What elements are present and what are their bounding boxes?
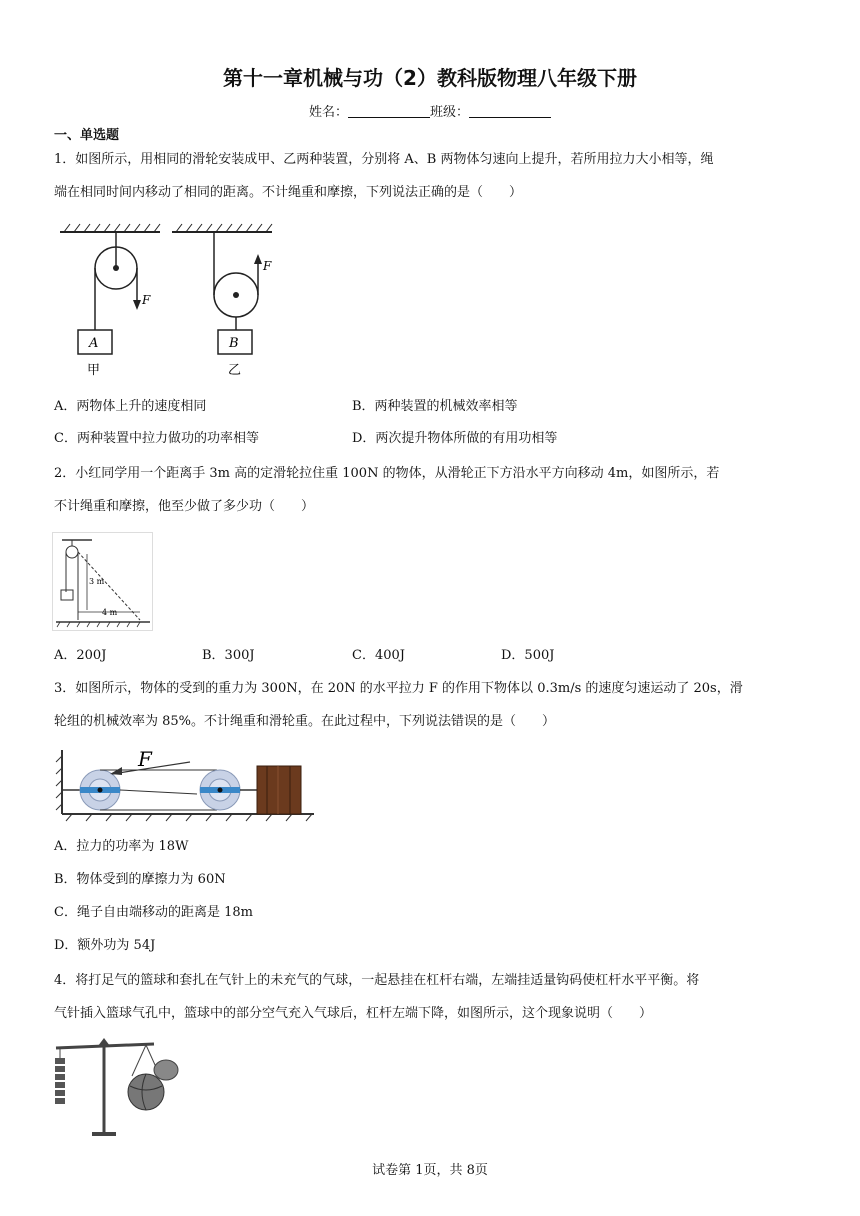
student-info-line [0, 101, 860, 120]
page-footer: 试卷第 1页，共 8页 [372, 1163, 488, 1178]
name-blank[interactable] [348, 105, 430, 118]
q3-option-d[interactable]: D．额外功为 54J [54, 938, 156, 953]
q1-force-label-1: F [142, 293, 151, 307]
q1-option-a[interactable]: A．两物体上升的速度相同 [54, 399, 207, 414]
q2-text-line2: 不计绳重和摩擦，他至少做了多少功（ ） [54, 499, 315, 514]
q1-yi-label: 乙 [228, 363, 242, 378]
page-title: 第十一章机械与功（2）教科版物理八年级下册 [223, 66, 637, 90]
q1-block-a-label: A [89, 336, 99, 351]
q3-text-line1: 3．如图所示，物体的受到的重力为 300N，在 20N 的水平拉力 F 的作用下物体以 0.3m/s 的速度匀速运动了 20s，滑 [54, 681, 743, 696]
class-blank[interactable] [469, 105, 551, 118]
q3-pulley-figure [52, 742, 320, 824]
class-label: 班级： [430, 105, 470, 120]
q1-option-d[interactable]: D．两次提升物体所做的有用功相等 [352, 431, 558, 446]
q2-text-line1: 2．小红同学用一个距离手 3m 高的定滑轮拉住重 100N 的物体，从滑轮正下方沿水平方向移动 4m，如图所示，若 [54, 466, 720, 481]
q3-force-label: F [138, 747, 152, 771]
q1-force-label-2: F [263, 259, 272, 273]
q2-option-c[interactable]: C．400J [352, 648, 405, 663]
q4-text-line1: 4．将打足气的篮球和套扎在气针上的未充气的气球，一起悬挂在杠杆右端，左端挂适量钩码使杠杆水平平衡。将 [54, 973, 700, 988]
q2-height-label: 3 m [89, 577, 105, 586]
q3-option-b[interactable]: B．物体受到的摩擦力为 60N [54, 872, 226, 887]
section-heading: 一、单选题 [54, 128, 120, 143]
name-label: 姓名： [308, 105, 348, 120]
q3-option-c[interactable]: C．绳子自由端移动的距离是 18m [54, 905, 253, 920]
q2-pulley-figure [52, 532, 154, 632]
q3-text-line2: 轮组的机械效率为 85%。不计绳重和滑轮重。在此过程中，下列说法错误的是（ ） [54, 714, 556, 729]
q1-text-line2: 端在相同时间内移动了相同的距离。不计绳重和摩擦，下列说法正确的是（ ） [54, 185, 523, 200]
q1-text-line1: 1．如图所示，用相同的滑轮安装成甲、乙两种装置，分别将 A、B 两物体匀速向上提升，若所用拉力大小相等，绳 [54, 152, 714, 167]
q1-block-b-label: B [229, 336, 239, 351]
q1-option-c[interactable]: C．两种装置中拉力做功的功率相等 [54, 431, 259, 446]
q4-text-line2: 气针插入篮球气孔中，篮球中的部分空气充入气球后，杠杆左端下降，如图所示，这个现象说明（ ） [54, 1006, 653, 1021]
q2-option-a[interactable]: A．200J [54, 648, 107, 663]
q2-option-b[interactable]: B．300J [202, 648, 255, 663]
q1-pulley-figure [56, 220, 276, 380]
q2-option-d[interactable]: D．500J [501, 648, 555, 663]
q1-option-b[interactable]: B．两种装置的机械效率相等 [352, 399, 518, 414]
q2-width-label: 4 m [102, 608, 118, 617]
q4-lever-figure [48, 1036, 188, 1140]
q3-option-a[interactable]: A．拉力的功率为 18W [54, 839, 189, 854]
q1-jia-label: 甲 [87, 363, 101, 378]
